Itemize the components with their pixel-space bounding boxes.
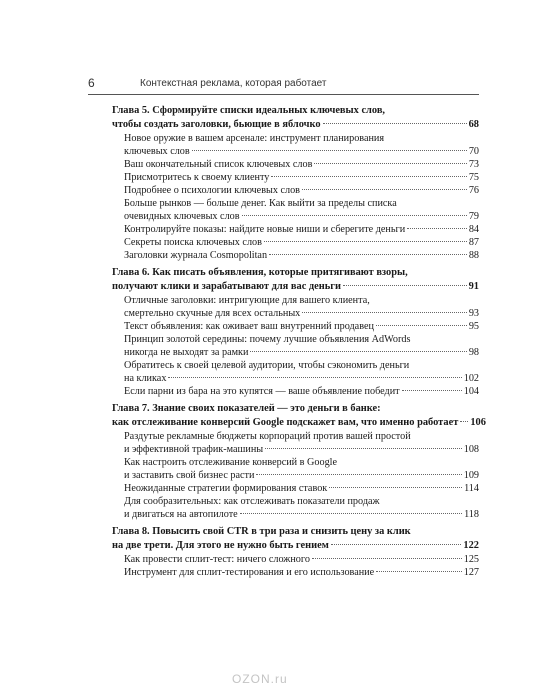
toc-page-number: 104 [463,386,479,397]
toc-line [124,333,479,346]
toc-entry-text: Новое оружие в вашем арсенале: инструмент планирования [124,133,385,144]
toc-page-number: 79 [468,211,479,222]
toc-section [124,158,479,171]
toc-page-number: 102 [463,373,479,384]
dot-leader [343,285,467,286]
toc-section [124,456,479,482]
dot-leader [323,123,467,124]
toc-section [124,333,479,359]
toc-line [124,223,479,236]
toc-page-number: 98 [468,347,479,358]
dot-leader [250,351,466,352]
toc-section [124,430,479,456]
toc-line [124,482,479,495]
chapter-sections [112,553,479,579]
toc-line [124,553,479,566]
chapter-sections [112,294,479,398]
toc-section [124,249,479,262]
chapter-title [112,104,479,132]
toc-entry-text: Глава 8. Повысить свой CTR в три раза и снизить цену за клик [112,526,411,537]
toc-entry-text: и заставить свой бизнес расти [124,470,255,481]
ozon-watermark: OZON.ru [232,672,288,686]
toc-page-number: 84 [468,224,479,235]
toc-section [124,132,479,158]
toc-entry-text: Присмотритесь к своему клиенту [124,172,270,183]
toc-line [124,430,479,443]
dot-leader [256,474,461,475]
toc-entry-text: и двигаться на автопилоте [124,509,238,520]
toc-section [124,482,479,495]
dot-leader [264,241,467,242]
page-number: 6 [88,76,95,90]
toc-entry-text: Текст объявления: как оживает ваш внутренний продавец [124,321,374,332]
toc-line [124,443,479,456]
toc-entry-text: Отличные заголовки: интригующие для вашего клиента, [124,295,370,306]
chapter-sections [112,430,479,521]
chapter-title [112,402,486,430]
toc-page-number: 88 [468,250,479,261]
toc-page-number: 108 [463,444,479,455]
dot-leader [302,312,467,313]
toc-line [124,359,479,372]
dot-leader [240,513,462,514]
toc-entry-text: Глава 5. Сформируйте списки идеальных ключевых слов, [112,105,386,116]
toc-entry-text: Обратитесь к своей целевой аудитории, чтобы сэкономить деньги [124,360,410,371]
toc-page-number: 109 [463,470,479,481]
toc-entry-text: Неожиданные стратегии формирования ставок [124,483,328,494]
toc-line [124,307,479,320]
toc-section [124,236,479,249]
toc-entry-text: Принцип золотой середины: почему лучшие объявления AdWords [124,334,411,345]
toc-page-number: 91 [468,281,479,292]
dot-leader [192,150,467,151]
table-of-contents [112,104,486,583]
dot-leader [271,176,466,177]
dot-leader [242,215,467,216]
toc-line [124,210,479,223]
dot-leader [302,189,467,190]
toc-line [124,346,479,359]
toc-page-number: 70 [468,146,479,157]
toc-entry-text: как отслеживание конверсий Google подскажет вам, что именно работает [112,417,459,428]
toc-page-number: 122 [463,540,479,551]
toc-line [124,469,479,482]
chapter-sections [112,132,479,262]
chapter-title [112,525,479,553]
toc-line [124,197,479,210]
toc-chapter [112,104,479,262]
toc-line [124,132,479,145]
toc-page-number: 93 [468,308,479,319]
dot-leader [402,390,462,391]
toc-section [124,184,479,197]
toc-section [124,566,479,579]
toc-page-number: 118 [464,509,479,520]
toc-line [124,236,479,249]
toc-line [124,385,479,398]
toc-entry-text: никогда не выходят за рамки [124,347,249,358]
toc-line [124,372,479,385]
dot-leader [265,448,462,449]
running-title: Контекстная реклама, которая работает [140,78,327,89]
dot-leader [269,254,467,255]
toc-line [112,402,479,416]
toc-page-number: 114 [464,483,479,494]
toc-entry-text: Глава 7. Знание своих показателей — это деньги в банке: [112,403,381,414]
toc-line [124,495,479,508]
toc-entry-text: Контролируйте показы: найдите новые ниши и сберегите деньги [124,224,406,235]
toc-line [124,508,479,521]
toc-line [124,294,479,307]
toc-line [124,249,479,262]
toc-entry-text: Подробнее о психологии ключевых слов [124,185,300,196]
toc-section [124,320,479,333]
toc-page-number: 87 [468,237,479,248]
toc-entry-text: на кликах [124,373,167,384]
toc-line [112,525,479,539]
toc-line [112,280,479,294]
toc-entry-text: Инструмент для сплит-тестирования и его использование [124,567,375,578]
toc-chapter [112,402,486,521]
toc-entry-text: очевидных ключевых слов [124,211,240,222]
toc-page-number: 75 [468,172,479,183]
toc-page-number: 95 [468,321,479,332]
toc-entry-text: Для сообразительных: как отслеживать показатели продаж [124,496,380,507]
toc-line [124,320,479,333]
toc-entry-text: получают клики и зарабатывают для вас деньги [112,281,341,292]
toc-section [124,197,479,223]
toc-entry-text: и эффективной трафик-машины [124,444,264,455]
toc-section [124,359,479,385]
dot-leader [314,163,466,164]
toc-section [124,171,479,184]
toc-page-number: 127 [463,567,479,578]
dot-leader [329,487,462,488]
chapter-title [112,266,479,294]
toc-entry-text: ключевых слов [124,146,190,157]
toc-entry-text: чтобы создать заголовки, бьющие в яблочко [112,119,321,130]
toc-line [124,184,479,197]
toc-line [112,539,479,553]
toc-line [124,456,479,469]
toc-entry-text: Раздутые рекламные бюджеты корпораций против вашей простой [124,431,411,442]
toc-line [124,145,479,158]
toc-line [112,266,479,280]
toc-line [112,118,479,132]
toc-section [124,294,479,320]
dot-leader [331,544,462,545]
dot-leader [407,228,467,229]
toc-section [124,223,479,236]
toc-entry-text: Как провести сплит-тест: ничего сложного [124,554,310,565]
toc-entry-text: Ваш окончательный список ключевых слов [124,159,313,170]
toc-line [124,158,479,171]
running-header [88,74,479,95]
toc-entry-text: Секреты поиска ключевых слов [124,237,262,248]
dot-leader [312,558,462,559]
toc-page-number: 76 [468,185,479,196]
toc-section [124,495,479,521]
toc-page-number: 68 [468,119,479,130]
dot-leader [168,377,461,378]
toc-section [124,553,479,566]
dot-leader [460,421,468,422]
toc-entry-text: Если парни из бара на это купятся — ваше объявление победит [124,386,400,397]
toc-chapter [112,266,479,398]
toc-entry-text: Заголовки журнала Cosmopolitan [124,250,268,261]
toc-entry-text: Больше рынков — больше денег. Как выйти за пределы списка [124,198,397,209]
toc-line [112,416,486,430]
dot-leader [376,325,467,326]
toc-section [124,385,479,398]
toc-line [124,566,479,579]
toc-entry-text: смертельно скучные для всех остальных [124,308,301,319]
toc-page-number: 106 [470,417,486,428]
toc-page-number: 73 [468,159,479,170]
toc-page-number: 125 [463,554,479,565]
toc-entry-text: Как настроить отслеживание конверсий в Google [124,457,338,468]
toc-line [112,104,479,118]
toc-entry-text: на две трети. Для этого не нужно быть гением [112,540,329,551]
dot-leader [376,571,462,572]
toc-entry-text: Глава 6. Как писать объявления, которые притягивают взоры, [112,267,408,278]
toc-line [124,171,479,184]
toc-chapter [112,525,479,579]
